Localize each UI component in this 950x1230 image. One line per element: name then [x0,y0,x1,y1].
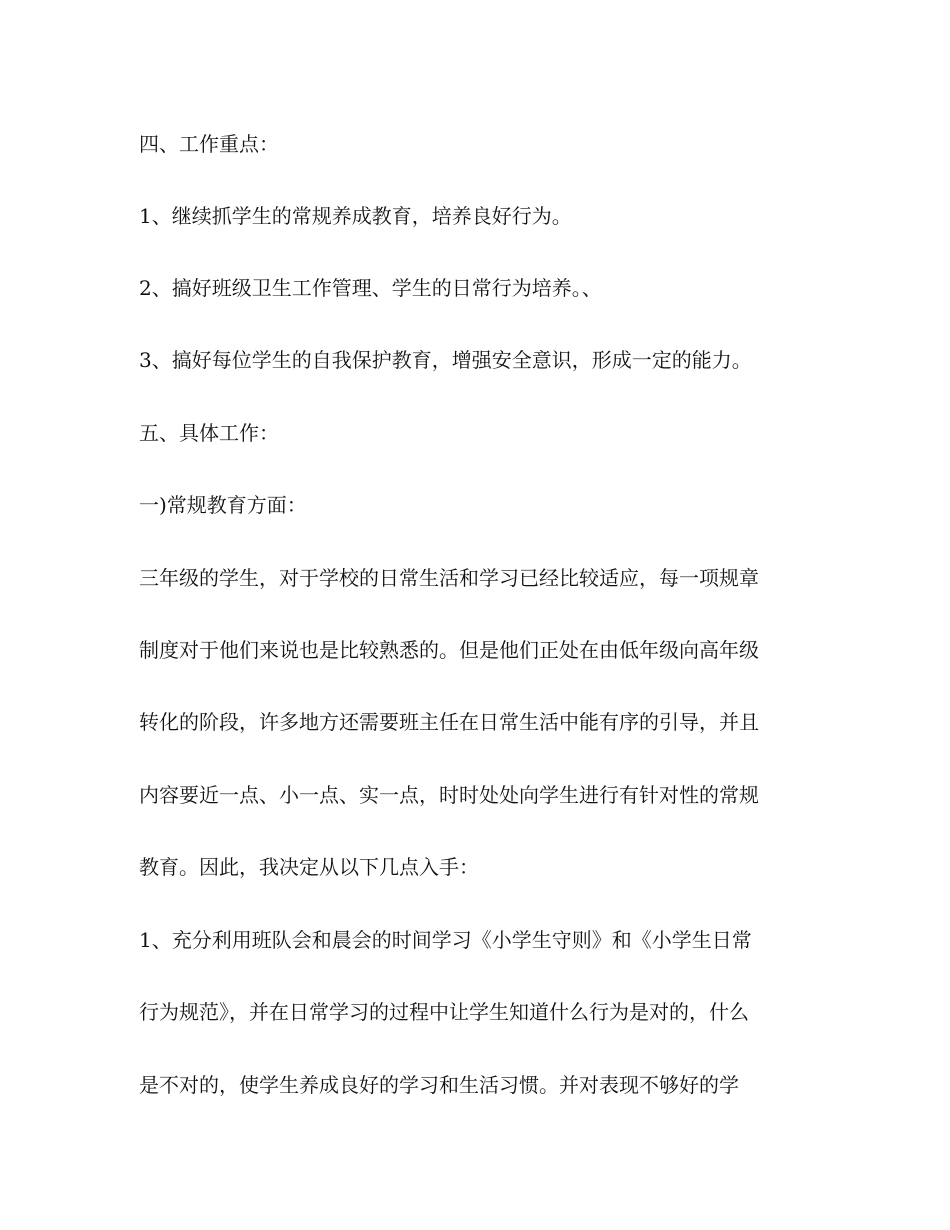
focus-item-2: 2、搞好班级卫生工作管理、学生的日常行为培养。、 [139,276,602,300]
paragraph-line: 内容要近一点、小一点、实一点，时时处处向学生进行有针对性的常规 [139,783,759,807]
paragraph-line: 转化的阶段，许多地方还需要班主任在日常生活中能有序的引导，并且 [139,710,759,734]
paragraph-line: 1、充分利用班队会和晨会的时间学习《小学生守则》和《小学生日常 [139,928,752,952]
paragraph-line: 三年级的学生，对于学校的日常生活和学习已经比较适应，每一项规章 [139,566,759,590]
paragraph-line: 是不对的，使学生养成良好的学习和生活习惯。并对表现不够好的学 [139,1073,739,1097]
focus-item-1: 1、继续抓学生的常规养成教育，培养良好行为。 [139,204,572,228]
paragraph-line: 教育。因此，我决定从以下几点入手： [139,855,479,879]
subsection-heading-routine-education: 一)常规教育方面： [139,493,307,517]
section-heading-work-focus: 四、工作重点： [139,132,279,156]
paragraph-line: 行为规范》，并在日常学习的过程中让学生知道什么行为是对的，什么 [139,1000,749,1024]
focus-item-3: 3、搞好每位学生的自我保护教育，增强安全意识，形成一定的能力。 [139,348,752,372]
section-heading-specific-work: 五、具体工作： [139,421,279,445]
paragraph-line: 制度对于他们来说也是比较熟悉的。但是他们正处在由低年级向高年级 [139,638,759,662]
